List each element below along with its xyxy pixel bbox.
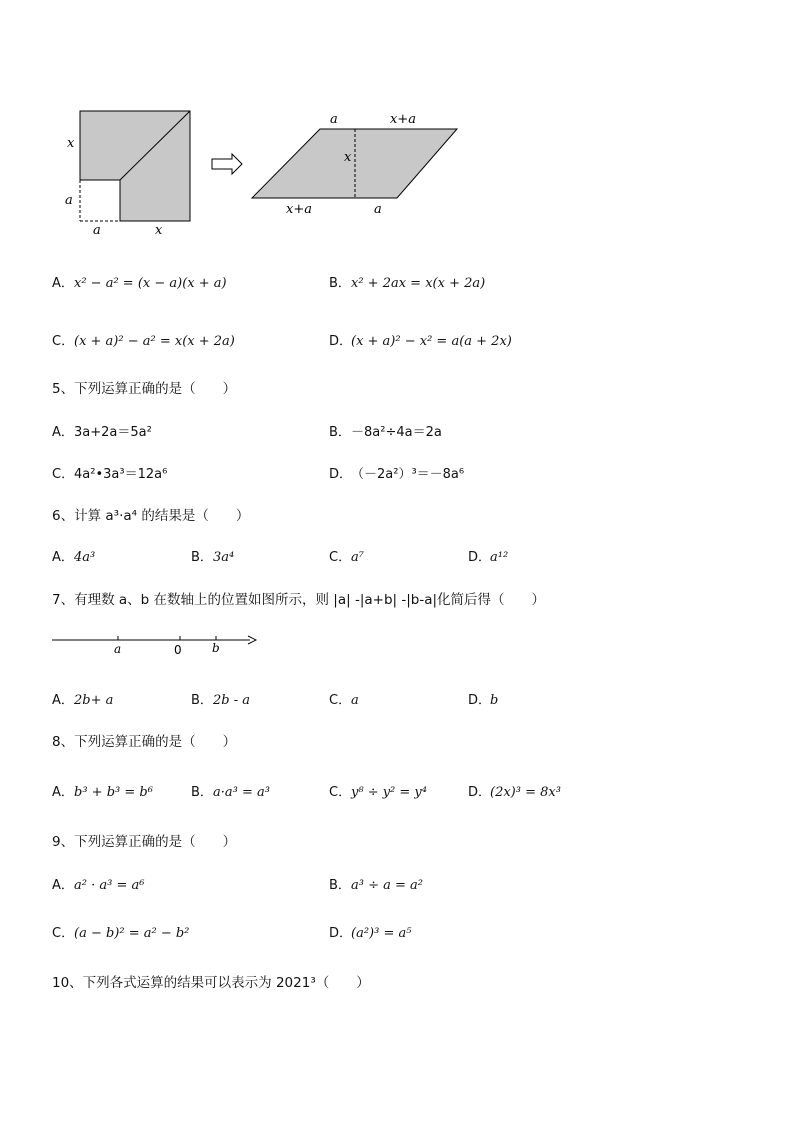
q8-option-c[interactable]: C．y⁸ ÷ y² = y⁴: [329, 785, 427, 800]
q8-stem: 8、下列运算正确的是（ ）: [52, 734, 237, 750]
q6-option-c[interactable]: C．a⁷: [329, 550, 364, 565]
para-label-mid-x: x: [344, 150, 352, 165]
square-label-a-left: a: [65, 193, 73, 208]
q4-option-c[interactable]: C．(x + a)² − a² = x(x + 2a): [52, 334, 235, 349]
q7-stem: 7、有理数 a、b 在数轴上的位置如图所示，则 |a| -|a+b| -|b-a|化简后得（ ）: [52, 592, 546, 608]
q6-option-a[interactable]: A．4a³: [52, 550, 96, 565]
q4-option-a[interactable]: A．x² − a² = (x − a)(x + a): [52, 276, 227, 291]
q10-stem: 10、下列各式运算的结果可以表示为 2021³（ ）: [52, 975, 370, 991]
q9-option-c[interactable]: C．(a − b)² = a² − b²: [52, 926, 190, 941]
q5-option-a[interactable]: A．3a+2a＝5a²: [52, 425, 152, 440]
q8-option-d[interactable]: D．(2x)³ = 8x³: [468, 785, 561, 800]
q6-option-b[interactable]: B．3a⁴: [191, 550, 235, 565]
q8-option-b[interactable]: B．a·a³ = a³: [191, 785, 270, 800]
numberline-label-b: b: [212, 641, 220, 655]
q6-stem: 6、计算 a³·a⁴ 的结果是（ ）: [52, 508, 250, 524]
q7-option-d[interactable]: D．b: [468, 693, 499, 708]
para-label-bottom-xa: x+a: [286, 202, 312, 217]
q7-option-b[interactable]: B．2b - a: [191, 693, 251, 708]
numberline-label-zero: 0: [174, 643, 182, 657]
q9-stem: 9、下列运算正确的是（ ）: [52, 834, 237, 850]
q7-option-a[interactable]: A．2b+ a: [52, 693, 114, 708]
number-line: [50, 628, 265, 658]
para-label-top-a: a: [330, 112, 338, 127]
q5-option-c[interactable]: C．4a²•3a³＝12a⁶: [52, 467, 168, 482]
square-label-a-bottom: a: [93, 223, 101, 238]
q9-option-d[interactable]: D．(a²)³ = a⁵: [329, 926, 412, 941]
square-label-x-bottom: x: [155, 223, 163, 238]
q5-stem: 5、下列运算正确的是（ ）: [52, 381, 237, 397]
q9-option-a[interactable]: A．a² · a³ = a⁶: [52, 878, 145, 893]
q6-option-d[interactable]: D．a¹²: [468, 550, 509, 565]
numberline-label-a: a: [114, 642, 122, 656]
square-label-x-left: x: [67, 136, 75, 151]
q4-option-d[interactable]: D．(x + a)² − x² = a(a + 2x): [329, 334, 512, 349]
q8-option-a[interactable]: A．b³ + b³ = b⁶: [52, 785, 153, 800]
geometry-figure: [52, 100, 472, 245]
q5-option-b[interactable]: B．－8a²÷4a＝2a: [329, 425, 442, 440]
para-label-top-xa: x+a: [390, 112, 416, 127]
q9-option-b[interactable]: B．a³ ÷ a = a²: [329, 878, 423, 893]
q7-option-c[interactable]: C．a: [329, 693, 359, 708]
double-right-arrow-icon: [212, 154, 242, 174]
q5-option-d[interactable]: D．（－2a²）³＝－8a⁶: [329, 467, 465, 482]
para-label-bottom-a: a: [374, 202, 382, 217]
q4-option-b[interactable]: B．x² + 2ax = x(x + 2a): [329, 276, 486, 291]
